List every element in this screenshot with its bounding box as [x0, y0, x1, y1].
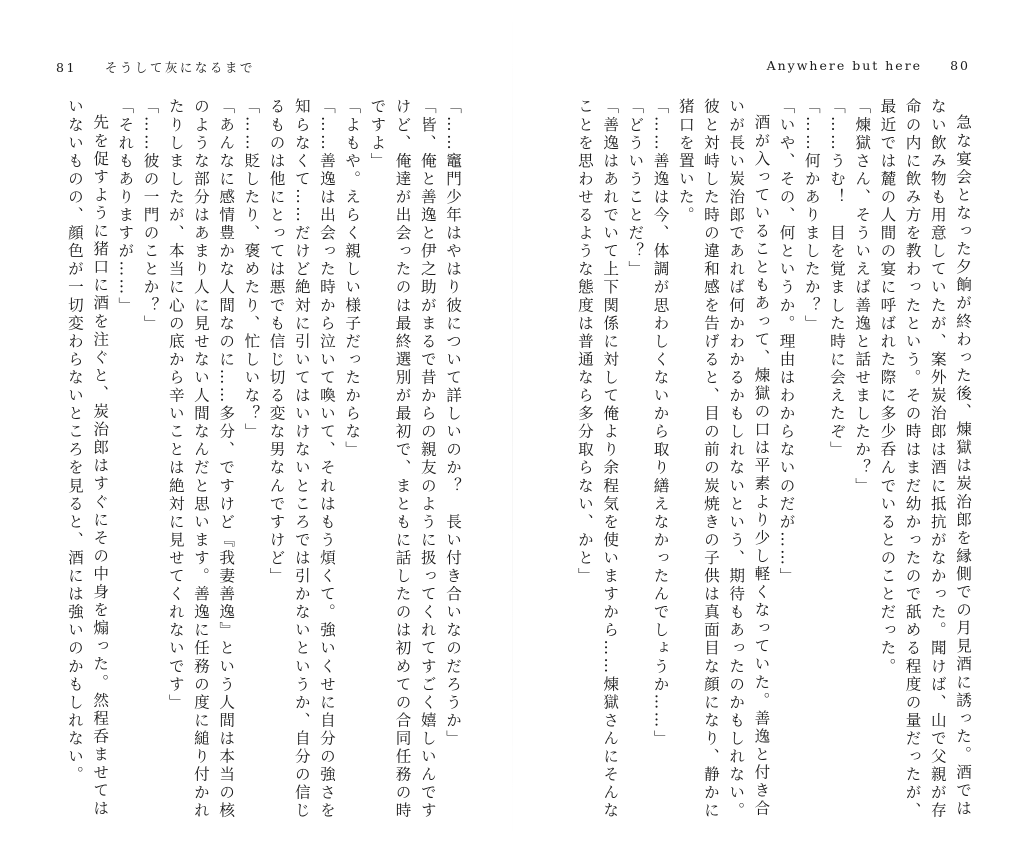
- page-gutter: [512, 0, 513, 853]
- left-page-number: 81: [56, 60, 77, 75]
- left-running-title: そうして灰になるまで: [104, 60, 255, 75]
- dialogue-line: 「煉獄さん、そういえば善逸と話せましたか？」: [853, 98, 872, 496]
- left-running-header: [56, 58, 255, 76]
- right-page-number: 80: [950, 58, 970, 73]
- dialogue-line: 「皆、俺と善逸と伊之助がまるで昔からの親友のように扱ってくれてすごく嬉しいんですけど、俺達が出会ったのは最終選別が最初で、まともに話したのは初めての合同任務の時ですよ」: [368, 98, 437, 820]
- right-running-header: [767, 58, 970, 73]
- left-page-body: [47, 98, 465, 820]
- dialogue-line: 「それもありますが……」: [116, 98, 135, 315]
- right-page-body: [575, 98, 975, 820]
- dialogue-line: 「善逸はあれでいて上下関係に対して俺より余程気を使いますから……煉獄さんにそんなことを思わせるような態度は普通なら多分取らない、かと」: [575, 98, 620, 820]
- dialogue-line: 「あんなに感情豊かな人間なのに……多分、ですけど『我妻善逸』という人間は本当の核のような部分はあまり人に見せない人間なんだと思います。善逸に任務の度に縋り付かれたりしましたが、本当に心の底から辛いことは絶対に見せてくれないです」: [166, 98, 236, 820]
- paragraph: 急な宴会となった夕餉が終わった後、煉獄は炭治郎を縁側での月見酒に誘った。酒ではない飲み物も用意していたが、案外炭治郎は酒に抵抗がなかった。聞けば、山で父親が存命の内に飲み方を教わったという。その時はまだ幼かったので舐める程度の量だったが、最近では麓の人間の宴に呼ばれた際に多少呑んでいるとのことだった。: [878, 98, 972, 820]
- dialogue-line: 「……彼の一門のことか？」: [141, 98, 160, 333]
- dialogue-line: 「よもや。えらく親しい様子だったからな」: [343, 98, 362, 459]
- dialogue-line: 「……うむ！ 目を覚ました時に会えたぞ」: [827, 98, 846, 459]
- paragraph: 先を促すように猪口に酒を注ぐと、炭治郎はすぐにその中身を煽った。然程呑ませてはいないものの、顔色が一切変わらないところを見ると、酒には強いのかもしれない。: [65, 98, 110, 818]
- dialogue-line: 「いや、その、何というか。理由はわからないのだが……」: [777, 98, 796, 586]
- dialogue-line: 「……善逸は出会った時から泣いて喚いて、それはもう煩くて。強いくせに自分の強さを知らなくて……だけど絶対に引いてはいけないところでは引かないというか、自分の信じるものは他にとっては悪でも信じ切る変な男なんですけど」: [267, 98, 336, 820]
- paragraph: 酒が入っていることもあって、煉獄の口は平素より少し軽くなっていた。善逸と付き合いが長い炭治郎であれば何かわかるかもしれないという、期待もあったのかもしれない。彼と対峙した時の違和感を告げると、目の前の炭焼きの子供は真面目な顔になり、静かに猪口を置いた。: [676, 98, 771, 820]
- dialogue-line: 「……善逸は今、体調が思わしくないから取り繕えなかったんでしょうか……」: [651, 98, 670, 748]
- dialogue-line: 「……貶したり、褒めたり、忙しいな？」: [242, 98, 261, 441]
- dialogue-line: 「……何かありましたか？」: [802, 98, 821, 333]
- dialogue-line: 「どういうことだ？」: [626, 98, 645, 279]
- dialogue-line: 「……竈門少年はやはり彼について詳しいのか？ 長い付き合いなのだろうか」: [444, 98, 462, 748]
- right-running-title: Anywhere but here: [766, 58, 923, 73]
